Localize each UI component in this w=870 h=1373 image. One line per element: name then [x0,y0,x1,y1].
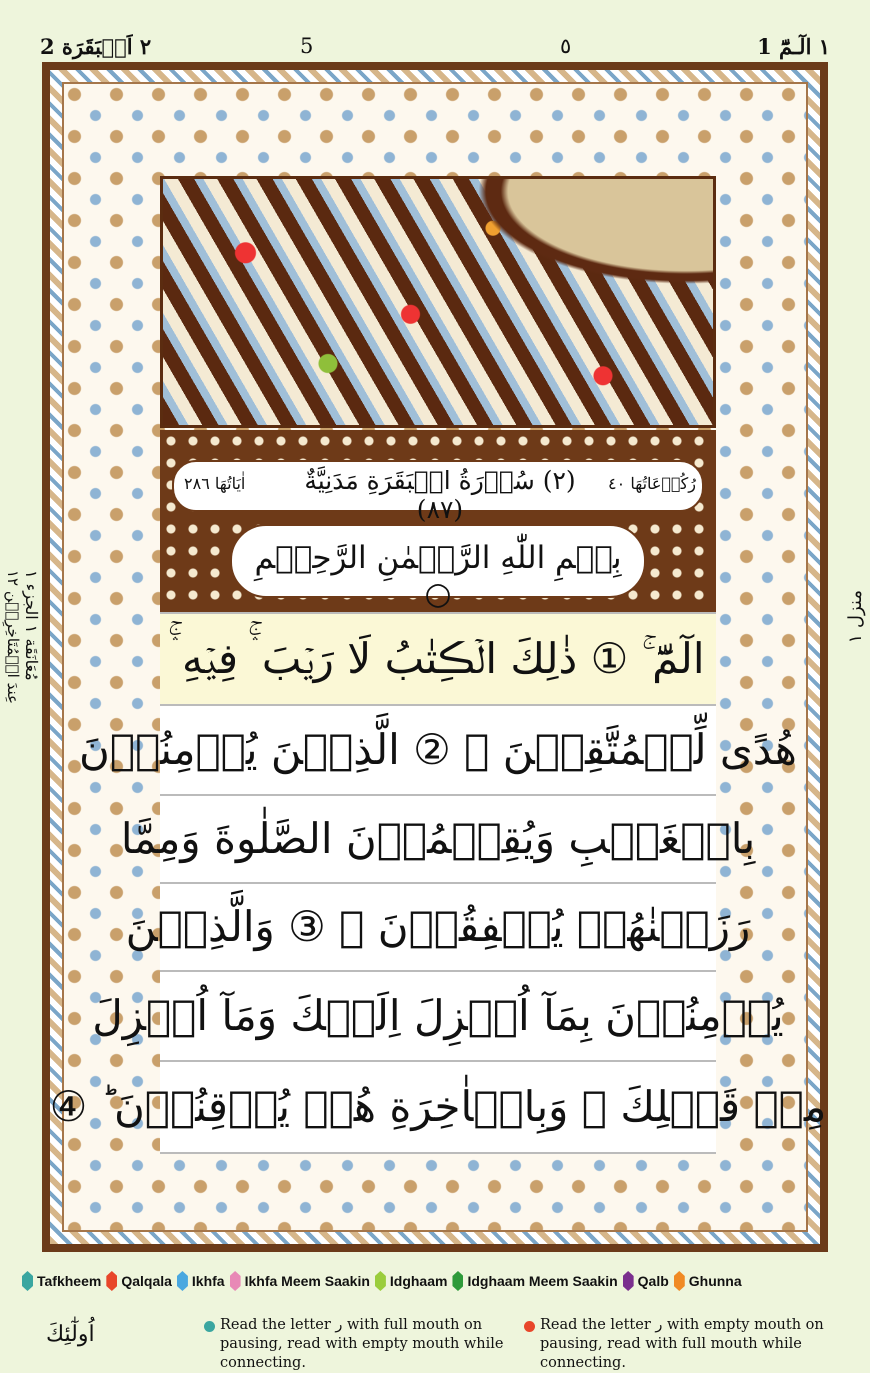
legend-swatch-icon [106,1271,117,1291]
page-number-latin: 5 [300,34,314,58]
surah-name: (٢) سُوۡرَةُ الۡبَقَرَةِ مَدَنِيَّةٌ (٨٧) [304,466,576,524]
legend-label: Ikhfa Meem Saakin [244,1273,370,1289]
legend-item [674,1271,742,1291]
legend-label: Ikhfa [191,1273,225,1289]
catchword: اُولٰٓئِكَ [46,1322,95,1347]
verse-line: يُؤۡمِنُوۡنَ بِمَآ اُنۡزِلَ اِلَيۡكَ وَمَآ اُنۡزِلَ [160,970,716,1060]
legend-swatch-icon [623,1271,634,1291]
ruku-count: رُکُوۡعَاتُهَا ٤٠ [608,474,696,493]
verse-line: رَزَقۡنٰهُمۡ يُنۡفِقُوۡنَ ۙ ③ وَالَّذِيۡنَ [160,882,716,970]
legend-item [230,1271,370,1291]
bismillah: بِسۡمِ اللّٰهِ الرَّحۡمٰنِ الرَّحِيۡمِ ○ [254,540,622,612]
verse-line: الٓمّٓ ۚ ① ذٰلِكَ الۡڪِتٰبُ لَا رَيۡبَ ۛۚ فِيۡهِ ۛۚ [160,612,716,704]
legend-item [375,1271,448,1291]
muanaqa-label: مُعَانَقَة ١ الجزء ١ [22,570,41,681]
legend-item [452,1271,617,1291]
note-empty-mouth [520,1316,850,1373]
tajweed-legend [22,1268,852,1294]
note-full-mouth-text: Read the letter ر with full mouth on pausing, read with empty mouth while connecting. [220,1317,504,1371]
header-surah-label: ٢ اَلۡبَقَرَة 2 [40,34,152,59]
legend-swatch-icon [177,1271,188,1291]
legend-swatch-icon [674,1271,685,1291]
verse-line: بِالۡغَيۡبِ وَيُقِيۡمُوۡنَ الصَّلٰوةَ وَمِمَّا [160,794,716,882]
verse-line: هُدًى لِّلۡمُتَّقِيۡنَ ۙ ② الَّذِيۡنَ يُؤۡمِنُوۡنَ [160,704,716,794]
legend-label: Idghaam Meem Saakin [467,1273,618,1289]
ayat-count: اٰیَاتُهَا ٢٨٦ [184,474,246,493]
legend-label: Ghunna [688,1273,742,1289]
verse-line: مِنۡ قَبۡلِكَ ۚ وَبِالۡاٰخِرَةِ هُمۡ يُوۡقِنُوۡنَ ؕ ④ [160,1060,716,1154]
legend-item [623,1271,669,1291]
legend-swatch-icon [22,1271,33,1291]
legend-swatch-icon [230,1271,241,1291]
legend-item [106,1271,172,1291]
legend-label: Qalb [637,1273,669,1289]
legend-label: Tafkheem [37,1273,102,1289]
legend-item [22,1271,101,1291]
page-number-arabic: ٥ [560,34,572,58]
manzil-label: منزل ١ [845,590,866,644]
illuminated-header-art [160,176,716,428]
note-full-mouth [200,1316,520,1373]
legend-label: Qalqala [121,1273,172,1289]
legend-swatch-icon [375,1271,386,1291]
note-empty-mouth-text: Read the letter ر with empty mouth on pausing, read with full mouth while connecting. [540,1317,824,1371]
legend-item [177,1271,225,1291]
legend-label: Idghaam [389,1273,448,1289]
header-juz-label: ١ الٓـمّٓ 1 [757,34,830,59]
mutakhirin-label: عِندَ الۡمُتَاخِرِيۡن ١٢ [4,570,22,704]
legend-swatch-icon [452,1271,463,1291]
